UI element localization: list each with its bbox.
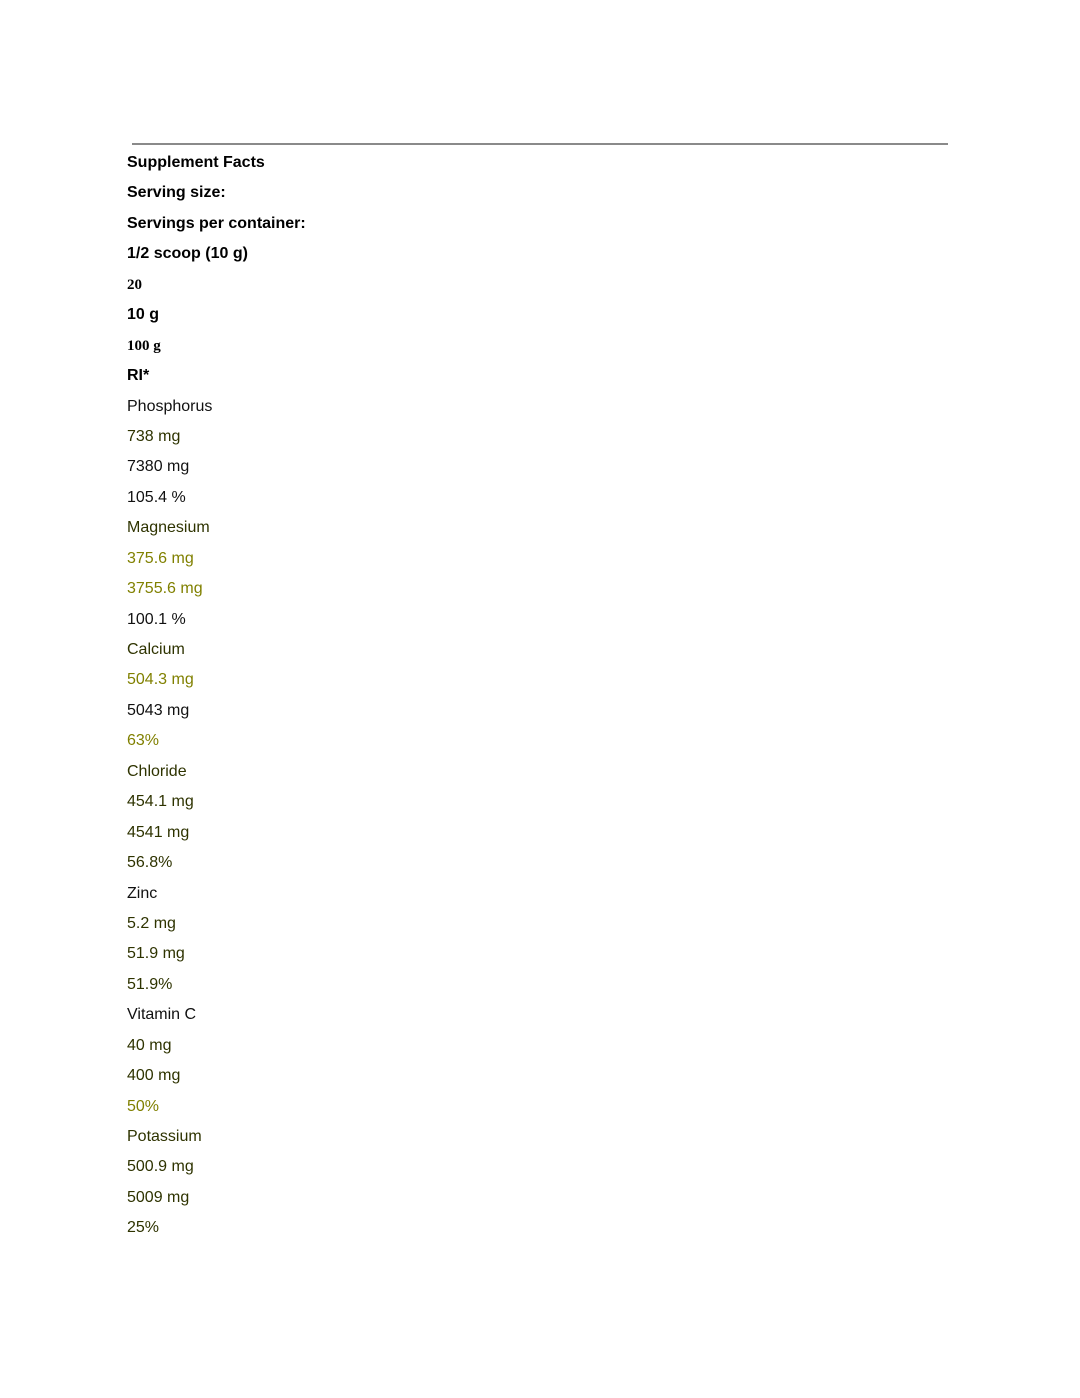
supplement-facts-list [127,151,306,1247]
facts-line: Servings per container: [127,214,306,232]
facts-line: 10 g [127,306,160,324]
facts-line: 5043 mg [127,701,190,719]
facts-line: 738 mg [127,427,181,445]
facts-line: 375.6 mg [127,549,194,567]
facts-line: 100 g [127,337,161,354]
facts-line: 7380 mg [127,458,190,476]
facts-line: 500.9 mg [127,1158,194,1176]
facts-line: 40 mg [127,1036,172,1054]
facts-line: 504.3 mg [127,671,194,689]
facts-line: 25% [127,1219,160,1237]
facts-line: 51.9% [127,975,173,993]
facts-line: 100.1 % [127,610,186,628]
facts-line: Zinc [127,884,158,902]
facts-line: Magnesium [127,519,210,537]
facts-line: Calcium [127,641,185,658]
facts-line: 4541 mg [127,823,190,841]
facts-line: Potassium [127,1128,202,1145]
facts-line: 56.8% [127,854,173,872]
facts-line: Serving size: [127,184,226,202]
facts-line: 400 mg [127,1067,181,1085]
facts-line: Vitamin C [127,1006,197,1024]
facts-line: 20 [127,276,142,293]
facts-line: Chloride [127,762,187,780]
facts-line: Supplement Facts [127,154,265,171]
facts-line: RI* [127,367,150,385]
facts-line: Phosphorus [127,397,213,415]
top-divider [132,143,948,145]
facts-line: 1/2 scoop (10 g) [127,245,248,263]
facts-line: 3755.6 mg [127,580,203,598]
facts-line: 105.4 % [127,488,186,506]
facts-line: 50% [127,1097,160,1115]
facts-line: 454.1 mg [127,793,194,811]
facts-line: 5.2 mg [127,914,176,932]
facts-line: 5009 mg [127,1188,190,1206]
facts-line: 63% [127,732,160,750]
facts-line: 51.9 mg [127,945,185,963]
